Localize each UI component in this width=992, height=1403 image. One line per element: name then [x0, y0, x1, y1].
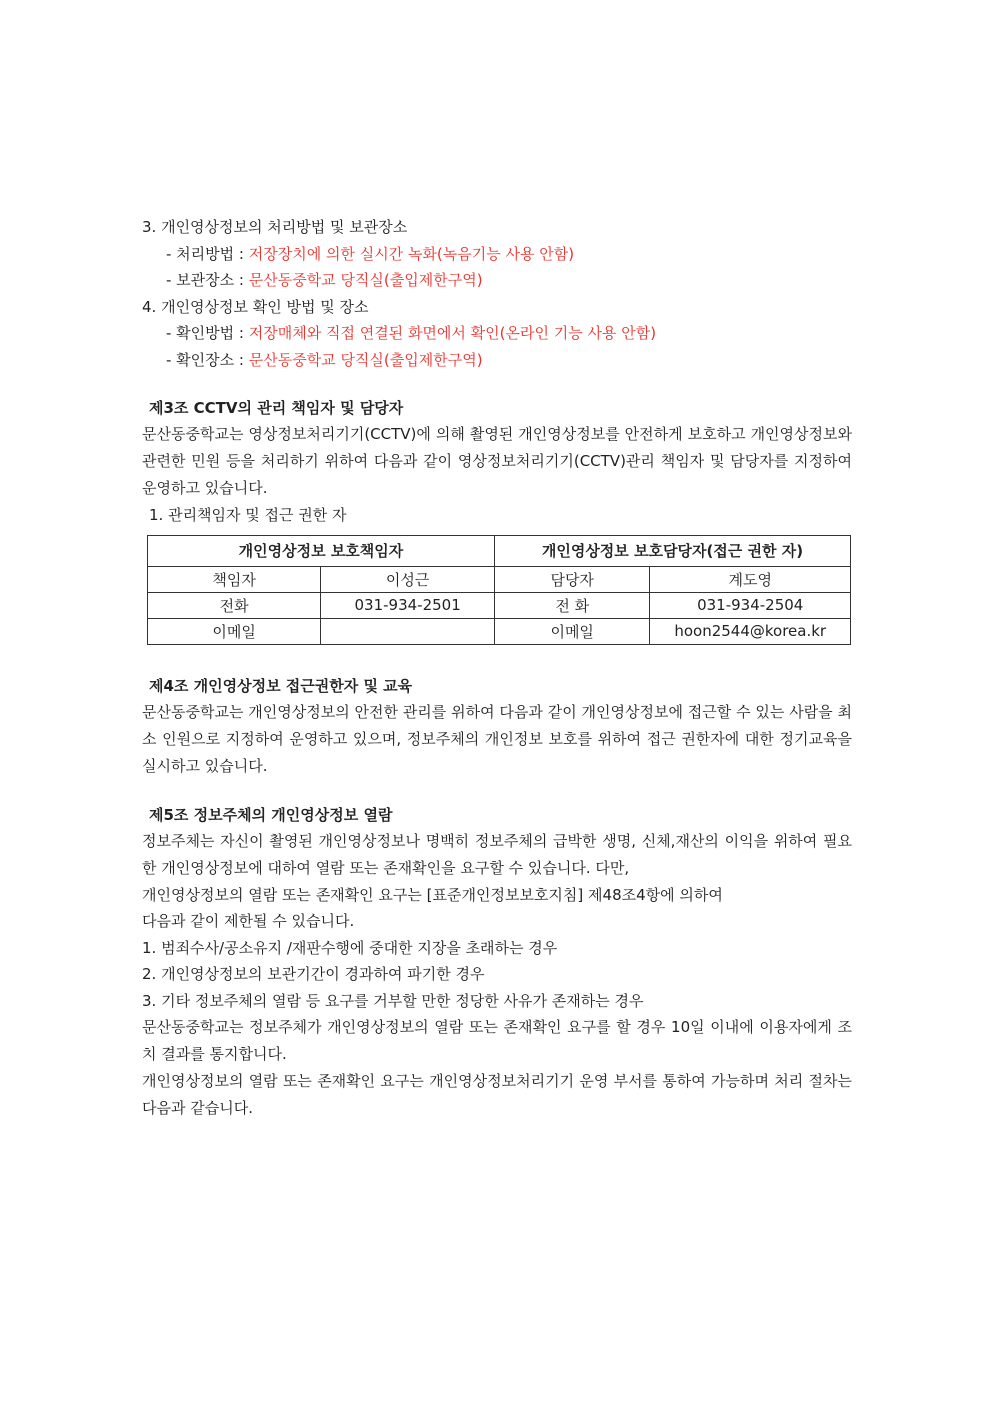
article5-body5: 개인영상정보의 열람 또는 존재확인 요구는 개인영상정보처리기기 운영 부서를 통하여 가능하며 처리 절차는 다음과 같습니다.: [142, 1072, 852, 1117]
item4-place-line: [142, 347, 852, 374]
item3-title: 3. 개인영상정보의 처리방법 및 보관장소: [142, 218, 408, 236]
list-item: 1. 범죄수사/공소유지 /재판수행에 중대한 지장을 초래하는 경우: [142, 938, 558, 957]
spacer: [142, 373, 852, 395]
item4-title: 4. 개인영상정보 확인 방법 및 장소: [142, 297, 369, 316]
table-cell: 031-934-2504: [650, 592, 851, 618]
article3-heading: 제3조 CCTV의 관리 책임자 및 담당자: [149, 399, 404, 417]
table-header-right: 개인영상정보 보호담당자(접근 권한 자): [494, 535, 850, 566]
article5-body1: 정보주체는 자신이 촬영된 개인영상정보나 명백히 정보주체의 급박한 생명, 신체,재산의 이익을 위하여 필요한 개인영상정보에 대하여 열람 또는 존재확인을 요구할 수 있습니다. 다만,: [142, 831, 852, 877]
table-row: [148, 566, 851, 592]
table-cell: 이메일: [494, 618, 650, 644]
item3-method-value: 저장장치에 의한 실시간 녹화(녹음기능 사용 안함): [248, 244, 575, 263]
table-cell: 전화: [148, 592, 321, 618]
item4-place-label: - 확인장소 :: [166, 350, 249, 369]
list-item: 3. 기타 정보주체의 열람 등 요구를 거부할 만한 정당한 사유가 존재하는 경우: [142, 991, 644, 1010]
table-row: [148, 592, 851, 618]
item3-method-line: [142, 241, 852, 268]
list-item: 2. 개인영상정보의 보관기간이 경과하여 파기한 경우: [142, 965, 485, 983]
article3-body: 문산동중학교는 영상정보처리기기(CCTV)에 의해 촬영된 개인영상정보를 안전하게 보호하고 개인영상정보와 관련한 민원 등을 처리하기 위하여 다음과 같이 영상정보처리기기(CCTV)관리 책임자 및 담당자를 지정하여 운영하고 있습니다.: [142, 425, 852, 497]
table-row: [148, 618, 851, 644]
table-cell: [321, 618, 495, 644]
article5-body2: 개인영상정보의 열람 또는 존재확인 요구는 [표준개인정보보호지침] 제48조4항에 의하여: [142, 885, 723, 904]
table-header-left: 개인영상정보 보호책임자: [148, 535, 495, 566]
item4-method-label: - 확인방법 :: [166, 324, 249, 342]
table-cell: 이성근: [321, 566, 495, 592]
item3-method-label: - 처리방법 :: [166, 244, 249, 263]
article4-body: 문산동중학교는 개인영상정보의 안전한 관리를 위하여 다음과 같이 개인영상정보에 접근할 수 있는 사람을 최소 인원으로 지정하여 운영하고 있으며, 정보주체의 개인정보 보호를 위하여 접근 권한자에 대한 정기교육을 실시하고 있습니다.: [142, 702, 852, 775]
item4-method-line: [142, 320, 852, 347]
item4-method-value: 저장매체와 직접 연결된 화면에서 확인(온라인 기능 사용 안함): [248, 324, 657, 342]
article4-heading: 제4조 개인영상정보 접근권한자 및 교육: [149, 676, 413, 695]
article5-body4: 문산동중학교는 정보주체가 개인영상정보의 열람 또는 존재확인 요구를 할 경우 10일 이내에 이용자에게 조치 결과를 통지합니다.: [142, 1018, 852, 1063]
article3-sub-item: 1. 관리책임자 및 접근 권한 자: [149, 506, 347, 524]
item3-place-label: - 보관장소 :: [166, 271, 249, 289]
email-link[interactable]: hoon2544@korea.kr: [650, 618, 851, 644]
article5-body3: 다음과 같이 제한될 수 있습니다.: [142, 912, 355, 930]
document-page: [142, 214, 852, 1122]
contact-table: [147, 535, 851, 645]
table-cell: 담당자: [494, 566, 650, 592]
spacer: [142, 651, 852, 673]
item4-place-value: 문산동중학교 당직실(출입제한구역): [248, 350, 483, 369]
table-header-row: [148, 535, 851, 566]
table-cell: 책임자: [148, 566, 321, 592]
table-cell: 전 화: [494, 592, 650, 618]
spacer: [142, 780, 852, 802]
item3-place-line: [142, 267, 852, 294]
article5-heading: 제5조 정보주체의 개인영상정보 열람: [149, 805, 393, 824]
table-cell: 계도영: [650, 566, 851, 592]
table-cell: 이메일: [148, 618, 321, 644]
table-cell: 031-934-2501: [321, 592, 495, 618]
item3-place-value: 문산동중학교 당직실(출입제한구역): [248, 271, 483, 289]
